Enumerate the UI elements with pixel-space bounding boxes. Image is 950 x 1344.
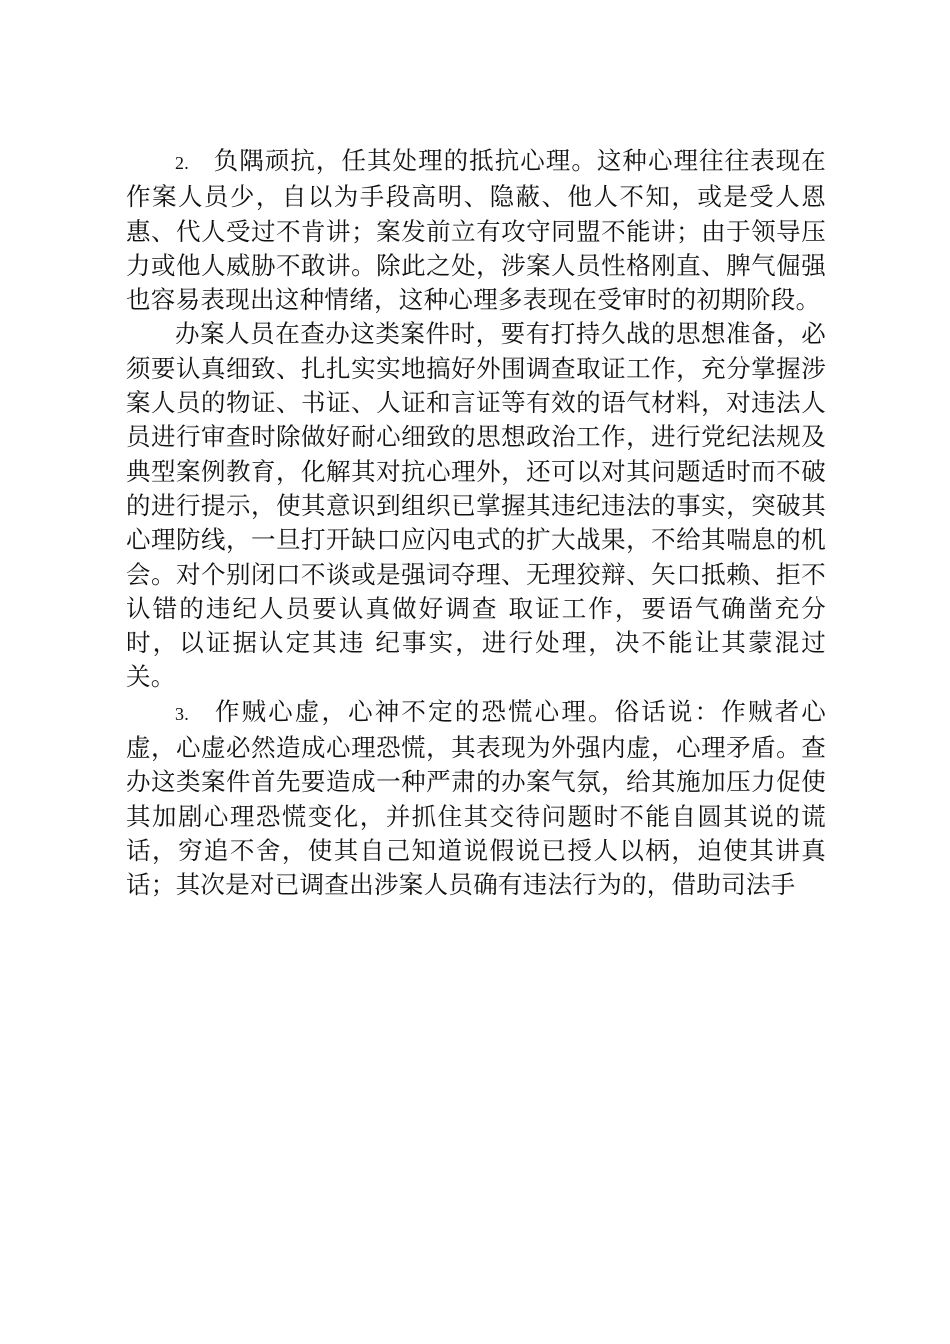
paragraph-text: 办案人员在查办这类案件时，要有打持久战的思想准备，必须要认真细致、扎扎实实地搞好外围调查取证工作，充分掌握涉案人员的物证、书证、人证和言证等有效的语气材料，对违法人员进行审查时除做好耐心细致的思想政治工作，进行党纪法规及典型案例教育，化解其对抗心理外，还可以对其问题适时而不破的进行提示，使其意识到组织已掌握其违纪违法的事实，突破其心理防线，一旦打开缺口应闪电式的扩大战果，不给其喘息的机会。对个别闭口不谈或是强词夺理、无理狡辩、矢口抵赖、拒不认错的违纪人员要认真做好调查 取证工作，要语气确凿充分时，以证据认定其违 纪事实，进行处理，决不能让其蒙混过关。: [126, 319, 826, 692]
paragraph-text: 负隅顽抗，任其处理的抵抗心理。这种心理往往表现在作案人员少，自以为手段高明、隐蔽、他人不知，或是受人恩惠、代人受过不肯讲；案发前立有攻守同盟不能讲；由于领导压力或他人威胁不敢讲。除此之处，涉案人员性格刚直、脾气倔强也容易表现出这种情绪，这种心理多表现在受审时的初期阶段。: [126, 146, 826, 315]
paragraph-item-2: [126, 144, 826, 317]
paragraph-text: 作贼心虚，心神不定的恐慌心理。俗话说：作贼者心虚，心虚必然造成心理恐慌，其表现为外强内虚，心理矛盾。查办这类案件首先要造成一种严肃的办案气氛，给其施加压力促使其加剧心理恐慌变化，并抓住其交待问题时不能自圆其说的谎话，穷追不舍，使其自己知道说假说已授人以柄，迫使其讲真话；其次是对已调查出涉案人员确有违法行为的，借助司法手: [126, 696, 826, 900]
paragraph-number: 3.: [175, 703, 190, 724]
paragraph-item-3: [126, 695, 826, 903]
paragraph-number: 2.: [175, 153, 190, 173]
document-body: [126, 144, 826, 903]
paragraph-handling: [126, 317, 826, 694]
